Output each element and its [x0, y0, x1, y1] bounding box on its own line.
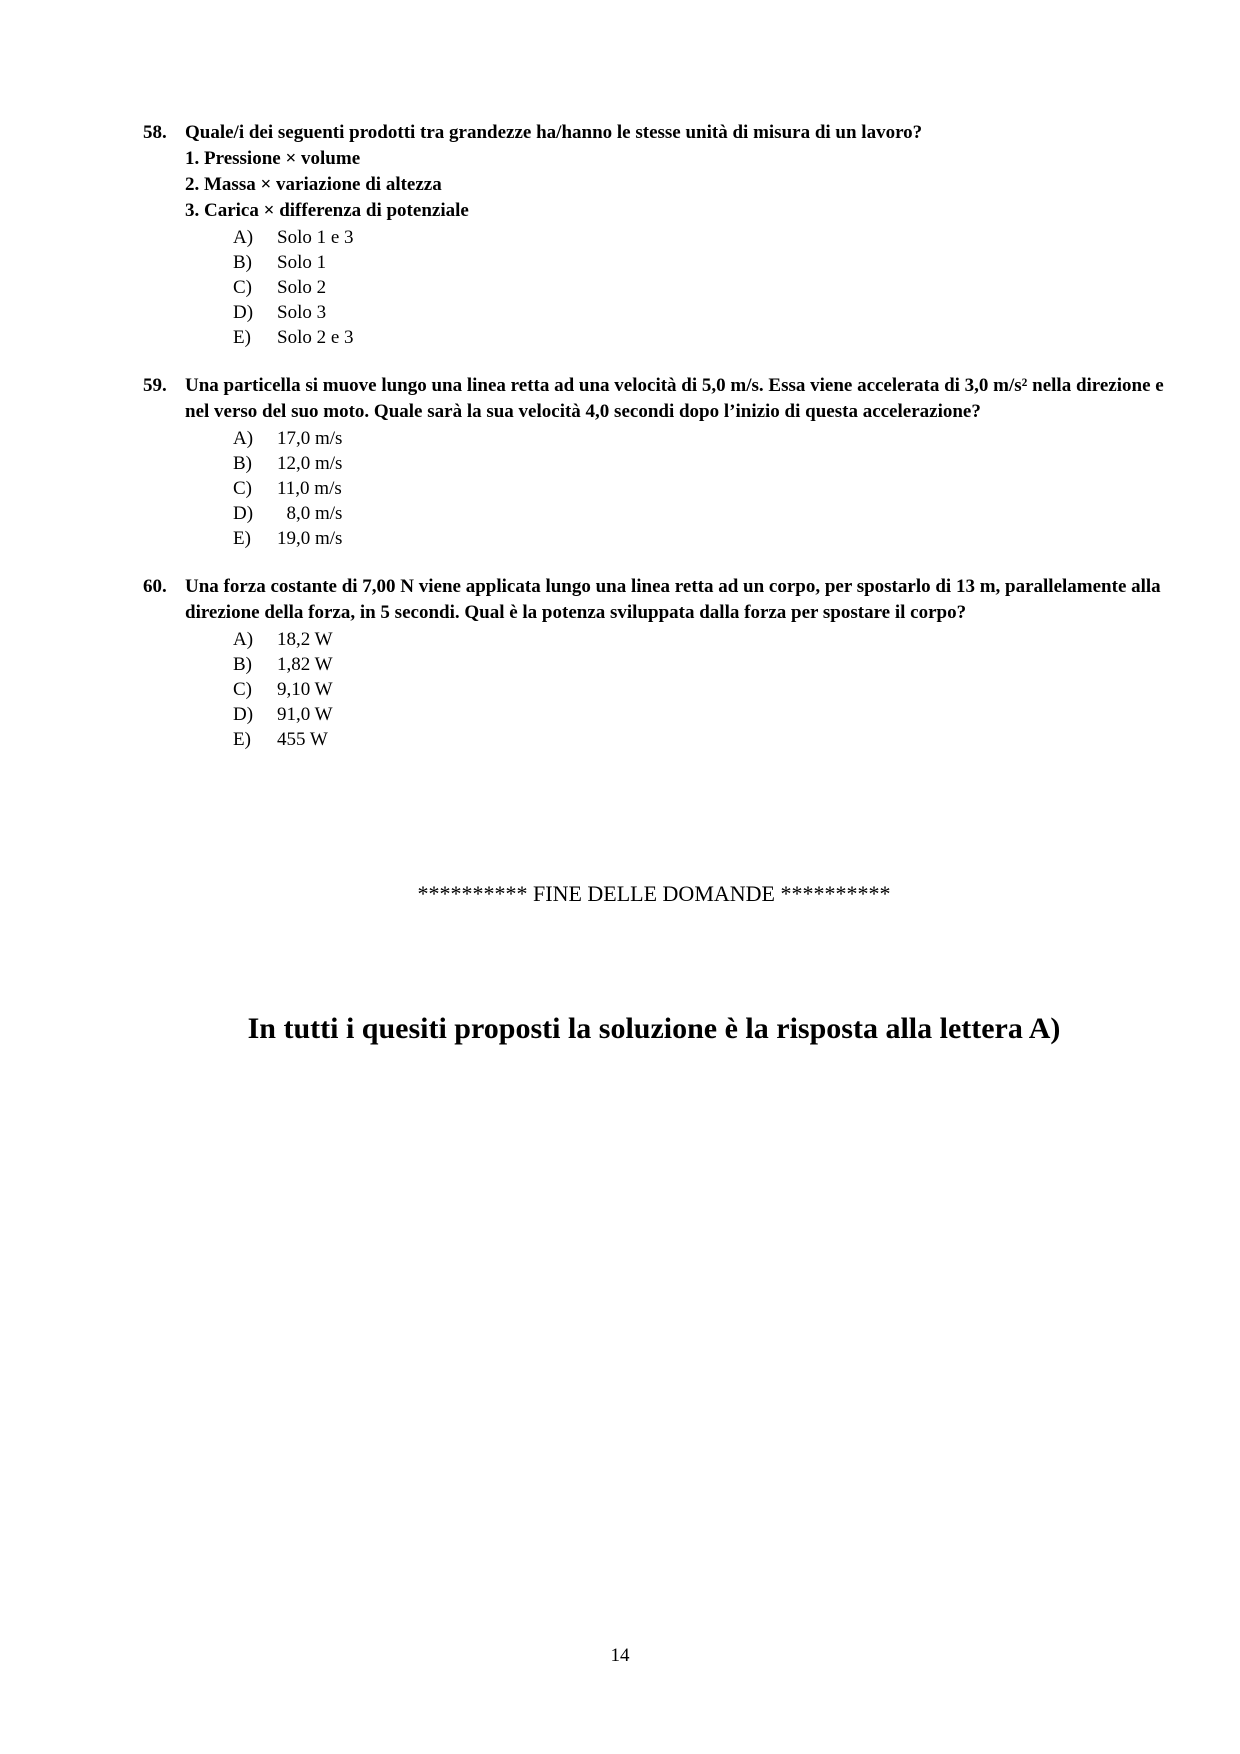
question-59	[143, 373, 1165, 551]
option-text: 19,0 m/s	[277, 528, 343, 549]
option-row	[233, 426, 1165, 451]
option-row	[233, 627, 1165, 652]
question-stem-line: Una forza costante di 7,00 N viene applicata lungo una linea retta ad un corpo, per spostarlo di 13 m, parallelamente alla direzione della forza, in 5 secondi. Qual è la potenza sviluppata dalla forza per spostare il corpo?	[185, 576, 1161, 623]
question-number: 58.	[143, 122, 167, 143]
option-row	[233, 677, 1165, 702]
option-text: 17,0 m/s	[277, 428, 343, 449]
question-stem-line: Quale/i dei seguenti prodotti tra grandezze ha/hanno le stesse unità di misura di un lavoro?	[185, 122, 923, 143]
option-text: 12,0 m/s	[277, 453, 343, 474]
option-text: 455 W	[277, 729, 328, 750]
question-body	[185, 120, 1165, 350]
question-stem-line: 2. Massa × variazione di altezza	[185, 174, 442, 195]
option-text: 8,0 m/s	[277, 503, 343, 524]
question-body	[185, 373, 1165, 551]
end-of-questions-marker: ********** FINE DELLE DOMANDE **********	[417, 881, 891, 906]
option-row	[233, 652, 1165, 677]
option-text: 9,10 W	[277, 679, 333, 700]
option-text: 18,2 W	[277, 629, 333, 650]
option-row	[233, 451, 1165, 476]
option-letter: C)	[233, 277, 252, 298]
question-stem-line: 3. Carica × differenza di potenziale	[185, 200, 469, 221]
option-text: Solo 3	[277, 302, 327, 323]
options-list	[233, 627, 1165, 752]
option-letter: A)	[233, 629, 254, 650]
option-text: 91,0 W	[277, 704, 333, 725]
option-letter: E)	[233, 528, 251, 549]
question-60	[143, 574, 1165, 752]
option-row	[233, 727, 1165, 752]
option-row	[233, 300, 1165, 325]
option-text: Solo 1 e 3	[277, 227, 354, 248]
option-text: Solo 1	[277, 252, 327, 273]
option-letter: A)	[233, 227, 254, 248]
option-row	[233, 225, 1165, 250]
question-body	[185, 574, 1165, 752]
option-letter: A)	[233, 428, 254, 449]
option-letter: C)	[233, 478, 252, 499]
page-number: 14	[610, 1645, 630, 1666]
options-list	[233, 426, 1165, 551]
answer-key-note: In tutti i quesiti proposti la soluzione è la risposta alla lettera A)	[247, 1012, 1061, 1045]
option-text: 11,0 m/s	[277, 478, 342, 499]
question-stem-line: Una particella si muove lungo una linea retta ad una velocità di 5,0 m/s. Essa viene accelerata di 3,0 m/s² nella direzione e nel verso del suo moto. Quale sarà la sua velocità 4,0 secondi dopo l’inizio di questa accelerazione?	[185, 375, 1164, 422]
option-text: Solo 2 e 3	[277, 327, 354, 348]
option-letter: E)	[233, 327, 251, 348]
option-row	[233, 702, 1165, 727]
option-row	[233, 250, 1165, 275]
question-stem-line: 1. Pressione × volume	[185, 148, 361, 169]
option-letter: D)	[233, 704, 254, 725]
option-row	[233, 476, 1165, 501]
option-letter: B)	[233, 252, 252, 273]
option-row	[233, 501, 1165, 526]
option-letter: B)	[233, 453, 252, 474]
option-letter: D)	[233, 503, 254, 524]
option-letter: B)	[233, 654, 252, 675]
option-text: 1,82 W	[277, 654, 333, 675]
option-letter: E)	[233, 729, 251, 750]
question-58	[143, 120, 1165, 350]
option-letter: D)	[233, 302, 254, 323]
option-text: Solo 2	[277, 277, 327, 298]
question-number: 60.	[143, 576, 167, 597]
option-row	[233, 275, 1165, 300]
option-letter: C)	[233, 679, 252, 700]
option-row	[233, 526, 1165, 551]
options-list	[233, 225, 1165, 350]
option-row	[233, 325, 1165, 350]
question-number: 59.	[143, 375, 167, 396]
